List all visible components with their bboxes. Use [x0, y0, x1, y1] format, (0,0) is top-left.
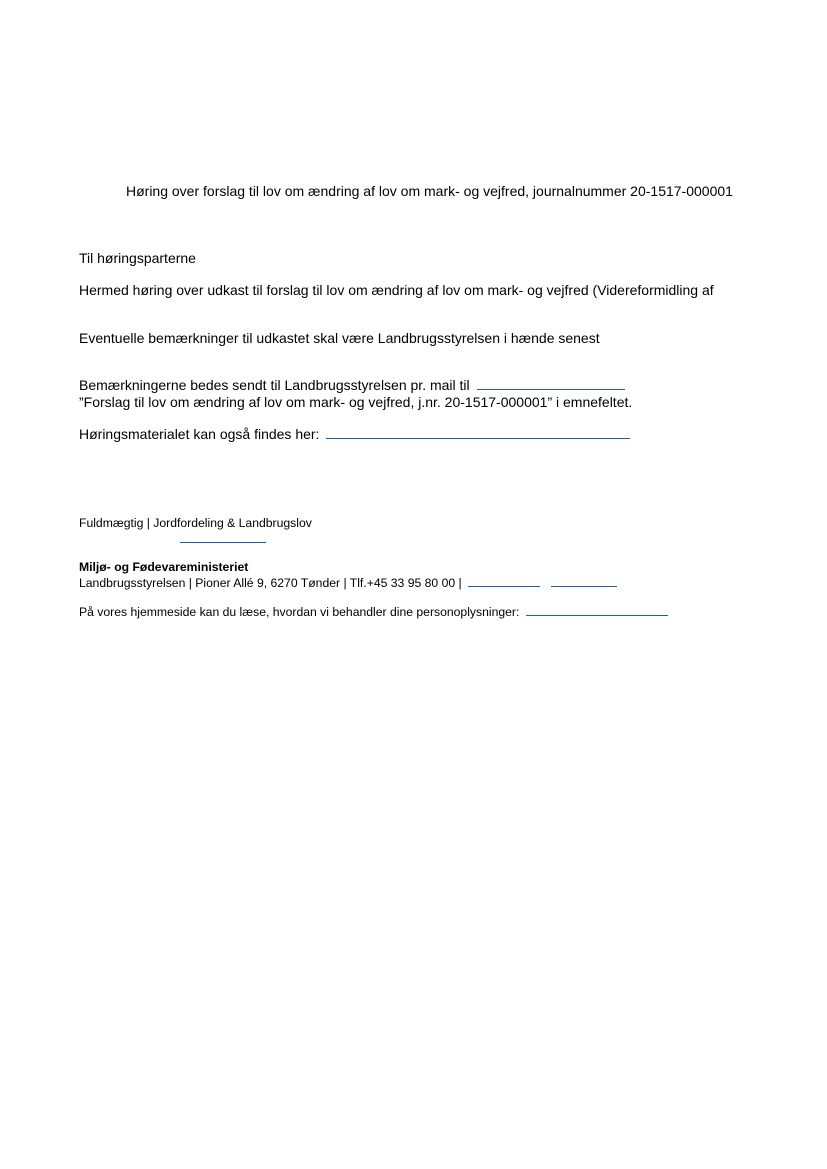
- send-line-1: [79, 378, 625, 392]
- email-link[interactable]: [477, 378, 625, 390]
- privacy-text: På vores hjemmeside kan du læse, hvordan vi behandler dine personoplysninger:: [79, 605, 520, 619]
- website-link[interactable]: [468, 575, 540, 587]
- privacy-line: [79, 604, 668, 618]
- intro-paragraph: Hermed høring over udkast til forslag til lov om ændring af lov om mark- og vejfred (Videreformidling af: [79, 282, 714, 298]
- email-address-link[interactable]: [551, 575, 617, 587]
- material-line: [79, 427, 630, 441]
- address-line: [79, 575, 617, 589]
- send-instruction: Bemærkningerne bedes sendt til Landbrugsstyrelsen pr. mail til: [79, 377, 470, 393]
- address-text: Landbrugsstyrelsen | Pioner Allé 9, 6270 Tønder | Tlf.+45 33 95 80 00 |: [79, 576, 462, 590]
- deadline-paragraph: Eventuelle bemærkninger til udkastet skal være Landbrugsstyrelsen i hænde senest: [79, 330, 600, 346]
- greeting: Til høringsparterne: [79, 250, 196, 266]
- signature-link[interactable]: [180, 541, 266, 543]
- material-text: Høringsmaterialet kan også findes her:: [79, 426, 320, 442]
- ministry-name: Miljø- og Fødevareministeriet: [79, 560, 249, 574]
- signature-role: Fuldmægtig | Jordfordeling & Landbrugslov: [79, 516, 312, 530]
- document-title: Høring over forslag til lov om ændring af lov om mark- og vejfred, journalnummer 20-1517-000001: [126, 183, 733, 199]
- privacy-link[interactable]: [526, 604, 668, 616]
- material-link[interactable]: [326, 427, 630, 439]
- send-line-2: ”Forslag til lov om ændring af lov om mark- og vejfred, j.nr. 20-1517-000001” i emnefeltet.: [79, 394, 633, 410]
